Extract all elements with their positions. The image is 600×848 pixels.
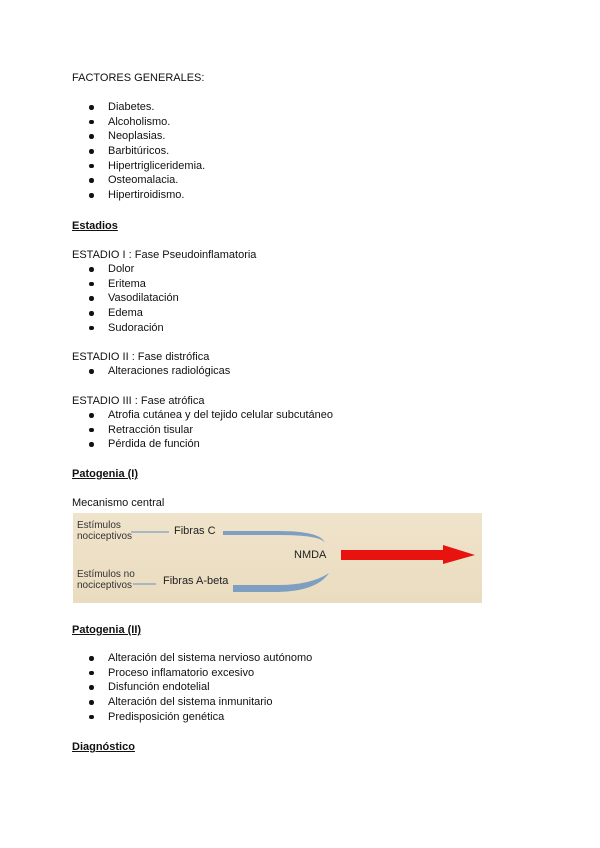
- figure-caption: Mecanismo central: [72, 497, 165, 509]
- nmda-red-arrow: [341, 545, 475, 564]
- bullet-icon: [89, 428, 94, 433]
- list-item: Pérdida de función: [0, 437, 333, 452]
- fibras-c-label: Fibras C: [174, 525, 216, 537]
- fibras-ab-arrow: [233, 573, 329, 592]
- fibras-ab-label: Fibras A-beta: [163, 575, 229, 587]
- bullet-icon: [89, 700, 94, 705]
- stage3-list: [0, 408, 333, 452]
- mecanismo-central-diagram: [73, 513, 482, 603]
- stage1-list: [0, 262, 179, 335]
- bullet-icon: [89, 715, 94, 720]
- list-item: Alteraciones radiológicas: [0, 364, 230, 379]
- diagnostico-heading: Diagnóstico: [72, 741, 135, 753]
- stim1-label: Estímulos nociceptivos: [77, 520, 133, 542]
- stage3-title: ESTADIO III : Fase atrófica: [72, 395, 205, 407]
- bullet-icon: [89, 164, 94, 169]
- bullet-icon: [89, 193, 94, 198]
- bullet-icon: [89, 296, 94, 301]
- patogenia2-list: [0, 651, 312, 724]
- patogenia1-heading: Patogenia (I): [72, 468, 139, 480]
- list-item: Alteración del sistema inmunitario: [0, 695, 312, 710]
- list-item: Eritema: [0, 277, 179, 292]
- list-item: Edema: [0, 306, 179, 321]
- list-item: Diabetes.: [0, 100, 205, 115]
- list-item: Barbitúricos.: [0, 144, 205, 159]
- bullet-icon: [89, 685, 94, 690]
- list-item: Vasodilatación: [0, 291, 179, 306]
- bullet-icon: [89, 326, 94, 331]
- bullet-icon: [89, 656, 94, 661]
- nmda-label: NMDA: [294, 549, 327, 561]
- bullet-icon: [89, 442, 94, 447]
- estadios-heading: Estadios: [72, 220, 118, 232]
- list-item: Sudoración: [0, 321, 179, 336]
- list-item: Hipertrigliceridemia.: [0, 159, 205, 174]
- bullet-icon: [89, 134, 94, 139]
- stim2-label: Estímulos no nociceptivos: [77, 569, 135, 591]
- list-item: Dolor: [0, 262, 179, 277]
- bullet-icon: [89, 267, 94, 272]
- bullet-icon: [89, 149, 94, 154]
- list-item: Alcoholismo.: [0, 115, 205, 130]
- stage1-title: ESTADIO I : Fase Pseudoinflamatoria: [72, 249, 257, 261]
- stage2-title: ESTADIO II : Fase distrófica: [72, 351, 210, 363]
- list-item: Neoplasias.: [0, 129, 205, 144]
- bullet-icon: [89, 105, 94, 110]
- bullet-icon: [89, 671, 94, 676]
- factores-list: [0, 100, 205, 203]
- list-item: Proceso inflamatorio excesivo: [0, 666, 312, 681]
- list-item: Disfunción endotelial: [0, 680, 312, 695]
- fibras-c-arrow: [223, 531, 325, 543]
- list-item: Retracción tisular: [0, 423, 333, 438]
- bullet-icon: [89, 120, 94, 125]
- list-item: Atrofia cutánea y del tejido celular subcutáneo: [0, 408, 333, 423]
- list-item: Osteomalacia.: [0, 173, 205, 188]
- stage2-list: [0, 364, 230, 379]
- patogenia2-heading: Patogenia (II): [72, 624, 142, 636]
- bullet-icon: [89, 369, 94, 374]
- list-item: Predisposición genética: [0, 710, 312, 725]
- bullet-icon: [89, 311, 94, 316]
- list-item: Hipertiroidismo.: [0, 188, 205, 203]
- bullet-icon: [89, 178, 94, 183]
- bullet-icon: [89, 282, 94, 287]
- bullet-icon: [89, 413, 94, 418]
- list-item: Alteración del sistema nervioso autónomo: [0, 651, 312, 666]
- factores-title: FACTORES GENERALES:: [72, 72, 205, 84]
